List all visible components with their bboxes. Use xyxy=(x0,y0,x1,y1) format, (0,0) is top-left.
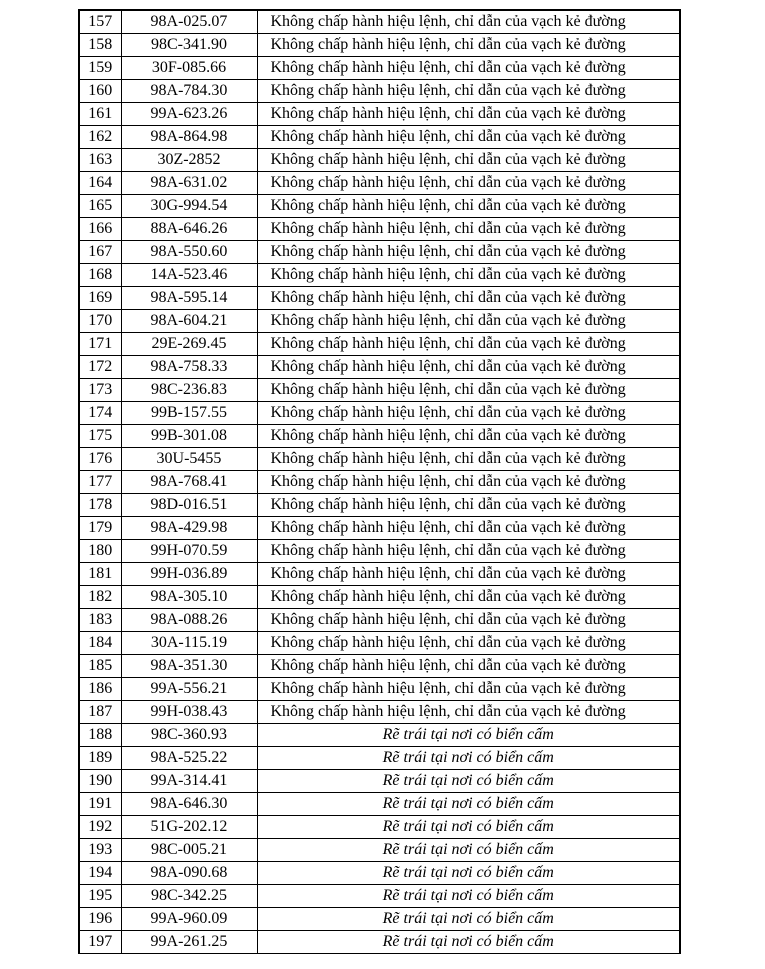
row-number-cell: 169 xyxy=(79,287,121,310)
table-row xyxy=(79,517,680,540)
table-row xyxy=(79,931,680,954)
table-row xyxy=(79,287,680,310)
license-plate-cell: 98A-631.02 xyxy=(121,172,257,195)
license-plate-cell: 98A-351.30 xyxy=(121,655,257,678)
license-plate-cell: 98C-341.90 xyxy=(121,34,257,57)
table-row xyxy=(79,793,680,816)
row-number-cell: 167 xyxy=(79,241,121,264)
license-plate-cell: 99B-157.55 xyxy=(121,402,257,425)
license-plate-cell: 98A-768.41 xyxy=(121,471,257,494)
violation-description-cell: Không chấp hành hiệu lệnh, chỉ dẫn của vạch kẻ đường xyxy=(257,195,680,218)
row-number-cell: 165 xyxy=(79,195,121,218)
violation-description-cell: Không chấp hành hiệu lệnh, chỉ dẫn của vạch kẻ đường xyxy=(257,310,680,333)
table-row xyxy=(79,678,680,701)
license-plate-cell: 98A-429.98 xyxy=(121,517,257,540)
license-plate-cell: 98C-236.83 xyxy=(121,379,257,402)
license-plate-cell: 30G-994.54 xyxy=(121,195,257,218)
license-plate-cell: 51G-202.12 xyxy=(121,816,257,839)
license-plate-cell: 98A-090.68 xyxy=(121,862,257,885)
license-plate-cell: 98A-525.22 xyxy=(121,747,257,770)
license-plate-cell: 98A-864.98 xyxy=(121,126,257,149)
violations-table xyxy=(78,9,681,954)
row-number-cell: 172 xyxy=(79,356,121,379)
violation-description-cell: Không chấp hành hiệu lệnh, chỉ dẫn của vạch kẻ đường xyxy=(257,80,680,103)
table-row xyxy=(79,862,680,885)
table-row xyxy=(79,264,680,287)
license-plate-cell: 98C-005.21 xyxy=(121,839,257,862)
violation-description-cell: Rẽ trái tại nơi có biển cấm xyxy=(257,839,680,862)
row-number-cell: 175 xyxy=(79,425,121,448)
license-plate-cell: 98A-595.14 xyxy=(121,287,257,310)
license-plate-cell: 30A-115.19 xyxy=(121,632,257,655)
violation-description-cell: Không chấp hành hiệu lệnh, chỉ dẫn của vạch kẻ đường xyxy=(257,402,680,425)
violation-description-cell: Không chấp hành hiệu lệnh, chỉ dẫn của vạch kẻ đường xyxy=(257,517,680,540)
table-row xyxy=(79,80,680,103)
row-number-cell: 184 xyxy=(79,632,121,655)
license-plate-cell: 99A-623.26 xyxy=(121,103,257,126)
row-number-cell: 190 xyxy=(79,770,121,793)
row-number-cell: 197 xyxy=(79,931,121,954)
license-plate-cell: 98A-088.26 xyxy=(121,609,257,632)
license-plate-cell: 99H-070.59 xyxy=(121,540,257,563)
table-row xyxy=(79,586,680,609)
table-row xyxy=(79,540,680,563)
table-row xyxy=(79,609,680,632)
row-number-cell: 179 xyxy=(79,517,121,540)
license-plate-cell: 99H-038.43 xyxy=(121,701,257,724)
row-number-cell: 178 xyxy=(79,494,121,517)
table-row xyxy=(79,724,680,747)
violation-description-cell: Không chấp hành hiệu lệnh, chỉ dẫn của vạch kẻ đường xyxy=(257,563,680,586)
table-row xyxy=(79,34,680,57)
license-plate-cell: 99H-036.89 xyxy=(121,563,257,586)
row-number-cell: 196 xyxy=(79,908,121,931)
license-plate-cell: 99A-960.09 xyxy=(121,908,257,931)
row-number-cell: 170 xyxy=(79,310,121,333)
license-plate-cell: 30U-5455 xyxy=(121,448,257,471)
table-row xyxy=(79,241,680,264)
table-row xyxy=(79,816,680,839)
violation-description-cell: Không chấp hành hiệu lệnh, chỉ dẫn của vạch kẻ đường xyxy=(257,34,680,57)
row-number-cell: 164 xyxy=(79,172,121,195)
row-number-cell: 174 xyxy=(79,402,121,425)
row-number-cell: 183 xyxy=(79,609,121,632)
violation-description-cell: Rẽ trái tại nơi có biển cấm xyxy=(257,793,680,816)
table-row xyxy=(79,356,680,379)
row-number-cell: 189 xyxy=(79,747,121,770)
table-row xyxy=(79,218,680,241)
violation-description-cell: Rẽ trái tại nơi có biển cấm xyxy=(257,931,680,954)
license-plate-cell: 99B-301.08 xyxy=(121,425,257,448)
violation-description-cell: Rẽ trái tại nơi có biển cấm xyxy=(257,885,680,908)
table-row xyxy=(79,839,680,862)
row-number-cell: 162 xyxy=(79,126,121,149)
license-plate-cell: 30F-085.66 xyxy=(121,57,257,80)
row-number-cell: 163 xyxy=(79,149,121,172)
license-plate-cell: 98A-305.10 xyxy=(121,586,257,609)
license-plate-cell: 98A-025.07 xyxy=(121,10,257,34)
violations-table-body xyxy=(79,10,680,954)
row-number-cell: 192 xyxy=(79,816,121,839)
row-number-cell: 182 xyxy=(79,586,121,609)
row-number-cell: 177 xyxy=(79,471,121,494)
license-plate-cell: 99A-314.41 xyxy=(121,770,257,793)
violation-description-cell: Không chấp hành hiệu lệnh, chỉ dẫn của vạch kẻ đường xyxy=(257,10,680,34)
violation-description-cell: Không chấp hành hiệu lệnh, chỉ dẫn của vạch kẻ đường xyxy=(257,149,680,172)
row-number-cell: 160 xyxy=(79,80,121,103)
violation-description-cell: Không chấp hành hiệu lệnh, chỉ dẫn của vạch kẻ đường xyxy=(257,609,680,632)
row-number-cell: 166 xyxy=(79,218,121,241)
table-row xyxy=(79,471,680,494)
row-number-cell: 173 xyxy=(79,379,121,402)
row-number-cell: 161 xyxy=(79,103,121,126)
license-plate-cell: 98A-758.33 xyxy=(121,356,257,379)
row-number-cell: 159 xyxy=(79,57,121,80)
license-plate-cell: 98C-342.25 xyxy=(121,885,257,908)
table-row xyxy=(79,563,680,586)
row-number-cell: 188 xyxy=(79,724,121,747)
table-row xyxy=(79,10,680,34)
license-plate-cell: 98D-016.51 xyxy=(121,494,257,517)
table-row xyxy=(79,379,680,402)
violation-description-cell: Không chấp hành hiệu lệnh, chỉ dẫn của vạch kẻ đường xyxy=(257,678,680,701)
violation-description-cell: Không chấp hành hiệu lệnh, chỉ dẫn của vạch kẻ đường xyxy=(257,356,680,379)
violation-description-cell: Rẽ trái tại nơi có biển cấm xyxy=(257,862,680,885)
table-row xyxy=(79,195,680,218)
violation-description-cell: Không chấp hành hiệu lệnh, chỉ dẫn của vạch kẻ đường xyxy=(257,172,680,195)
row-number-cell: 158 xyxy=(79,34,121,57)
table-row xyxy=(79,494,680,517)
table-row xyxy=(79,103,680,126)
license-plate-cell: 98C-360.93 xyxy=(121,724,257,747)
table-row xyxy=(79,747,680,770)
table-row xyxy=(79,448,680,471)
violation-description-cell: Không chấp hành hiệu lệnh, chỉ dẫn của vạch kẻ đường xyxy=(257,218,680,241)
license-plate-cell: 14A-523.46 xyxy=(121,264,257,287)
row-number-cell: 181 xyxy=(79,563,121,586)
table-row xyxy=(79,701,680,724)
license-plate-cell: 98A-604.21 xyxy=(121,310,257,333)
violation-description-cell: Không chấp hành hiệu lệnh, chỉ dẫn của vạch kẻ đường xyxy=(257,632,680,655)
license-plate-cell: 29E-269.45 xyxy=(121,333,257,356)
violation-description-cell: Không chấp hành hiệu lệnh, chỉ dẫn của vạch kẻ đường xyxy=(257,471,680,494)
table-row xyxy=(79,172,680,195)
table-row xyxy=(79,655,680,678)
table-row xyxy=(79,770,680,793)
license-plate-cell: 98A-646.30 xyxy=(121,793,257,816)
violation-description-cell: Không chấp hành hiệu lệnh, chỉ dẫn của vạch kẻ đường xyxy=(257,379,680,402)
table-row xyxy=(79,402,680,425)
license-plate-cell: 88A-646.26 xyxy=(121,218,257,241)
violation-description-cell: Không chấp hành hiệu lệnh, chỉ dẫn của vạch kẻ đường xyxy=(257,264,680,287)
violation-description-cell: Không chấp hành hiệu lệnh, chỉ dẫn của vạch kẻ đường xyxy=(257,701,680,724)
table-row xyxy=(79,425,680,448)
license-plate-cell: 98A-784.30 xyxy=(121,80,257,103)
row-number-cell: 157 xyxy=(79,10,121,34)
violation-description-cell: Rẽ trái tại nơi có biển cấm xyxy=(257,747,680,770)
violation-description-cell: Không chấp hành hiệu lệnh, chỉ dẫn của vạch kẻ đường xyxy=(257,655,680,678)
violation-description-cell: Không chấp hành hiệu lệnh, chỉ dẫn của vạch kẻ đường xyxy=(257,126,680,149)
license-plate-cell: 99A-261.25 xyxy=(121,931,257,954)
table-row xyxy=(79,632,680,655)
violation-description-cell: Không chấp hành hiệu lệnh, chỉ dẫn của vạch kẻ đường xyxy=(257,586,680,609)
license-plate-cell: 98A-550.60 xyxy=(121,241,257,264)
violation-description-cell: Rẽ trái tại nơi có biển cấm xyxy=(257,724,680,747)
row-number-cell: 185 xyxy=(79,655,121,678)
violation-description-cell: Không chấp hành hiệu lệnh, chỉ dẫn của vạch kẻ đường xyxy=(257,287,680,310)
violation-description-cell: Rẽ trái tại nơi có biển cấm xyxy=(257,770,680,793)
row-number-cell: 194 xyxy=(79,862,121,885)
license-plate-cell: 99A-556.21 xyxy=(121,678,257,701)
table-row xyxy=(79,126,680,149)
violation-description-cell: Không chấp hành hiệu lệnh, chỉ dẫn của vạch kẻ đường xyxy=(257,241,680,264)
row-number-cell: 191 xyxy=(79,793,121,816)
row-number-cell: 195 xyxy=(79,885,121,908)
violation-description-cell: Rẽ trái tại nơi có biển cấm xyxy=(257,816,680,839)
violation-description-cell: Không chấp hành hiệu lệnh, chỉ dẫn của vạch kẻ đường xyxy=(257,540,680,563)
table-row xyxy=(79,333,680,356)
row-number-cell: 186 xyxy=(79,678,121,701)
violation-description-cell: Không chấp hành hiệu lệnh, chỉ dẫn của vạch kẻ đường xyxy=(257,448,680,471)
row-number-cell: 193 xyxy=(79,839,121,862)
table-row xyxy=(79,310,680,333)
violation-description-cell: Rẽ trái tại nơi có biển cấm xyxy=(257,908,680,931)
violation-description-cell: Không chấp hành hiệu lệnh, chỉ dẫn của vạch kẻ đường xyxy=(257,57,680,80)
table-row xyxy=(79,885,680,908)
row-number-cell: 168 xyxy=(79,264,121,287)
violation-description-cell: Không chấp hành hiệu lệnh, chỉ dẫn của vạch kẻ đường xyxy=(257,103,680,126)
violation-description-cell: Không chấp hành hiệu lệnh, chỉ dẫn của vạch kẻ đường xyxy=(257,494,680,517)
table-row xyxy=(79,57,680,80)
table-row xyxy=(79,908,680,931)
row-number-cell: 187 xyxy=(79,701,121,724)
row-number-cell: 180 xyxy=(79,540,121,563)
license-plate-cell: 30Z-2852 xyxy=(121,149,257,172)
violation-description-cell: Không chấp hành hiệu lệnh, chỉ dẫn của vạch kẻ đường xyxy=(257,425,680,448)
table-row xyxy=(79,149,680,172)
violation-description-cell: Không chấp hành hiệu lệnh, chỉ dẫn của vạch kẻ đường xyxy=(257,333,680,356)
row-number-cell: 171 xyxy=(79,333,121,356)
row-number-cell: 176 xyxy=(79,448,121,471)
